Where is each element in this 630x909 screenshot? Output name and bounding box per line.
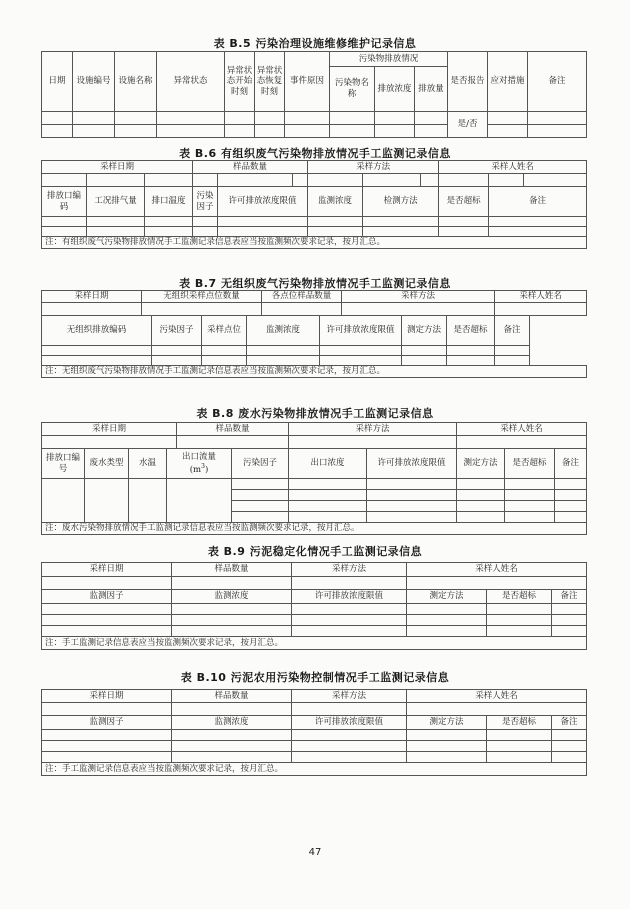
b10-sampler-name: 采样人姓名 (407, 690, 587, 703)
b6-test-method: 检测方法 (363, 187, 439, 217)
b9-sample-count: 样品数量 (172, 563, 292, 577)
b6-outlet-code: 排放口编码 (42, 187, 87, 217)
b8-outlet-flow: 出口流量 $(m^3)$ (167, 449, 232, 479)
page-number: 47 (308, 847, 322, 858)
b9-sampler-name: 采样人姓名 (407, 563, 587, 577)
table-b10-caption: 表 B.10 污泥农用污染物控制情况手工监测记录信息 (180, 671, 450, 684)
b8-wastewater-type: 废水类型 (85, 449, 129, 479)
b6-measured-conc: 监测浓度 (308, 187, 363, 217)
table-b5 (41, 51, 587, 138)
b9-sampling-date: 采样日期 (42, 563, 172, 577)
b7-note: 注：无组织废气污染物排放情况手工监测记录信息表应当按监测频次要求记录，按月汇总。 (42, 366, 587, 378)
b6-sample-count: 样品数量 (193, 161, 308, 174)
b7-test-method: 测定方法 (402, 316, 447, 346)
b8-exceed: 是否超标 (505, 449, 555, 479)
b10-monitor-conc: 监测浓度 (172, 716, 292, 730)
b7-sampler-name: 采样人姓名 (495, 291, 587, 303)
b9-test-method: 测定方法 (407, 590, 487, 604)
b10-sample-count: 样品数量 (172, 690, 292, 703)
col-date: 日期 (42, 52, 73, 112)
b7-sampling-date: 采样日期 (42, 291, 142, 303)
b9-monitor-conc: 监测浓度 (172, 590, 292, 604)
col-facility-id: 设施编号 (73, 52, 115, 112)
b10-monitor-factor: 监测因子 (42, 716, 172, 730)
b7-point-count: 无组织采样点位数量 (142, 291, 262, 303)
table-b6-caption: 表 B.6 有组织废气污染物排放情况手工监测记录信息 (179, 147, 451, 160)
table-b9-caption: 表 B.9 污泥稳定化情况手工监测记录信息 (207, 545, 423, 558)
table-b8-caption: 表 B.8 废水污染物排放情况手工监测记录信息 (196, 407, 434, 420)
table-b7 (41, 290, 587, 378)
b10-permit-limit: 许可排放浓度限值 (292, 716, 407, 730)
col-measures: 应对措施 (488, 52, 528, 112)
table-b6 (41, 160, 587, 249)
b9-remarks: 备注 (552, 590, 587, 604)
b8-sampling-date: 采样日期 (42, 423, 177, 436)
col-event-cause: 事件原因 (285, 52, 330, 112)
b6-sampling-method: 采样方法 (308, 161, 439, 174)
b6-note: 注：有组织废气污染物排放情况手工监测记录信息表应当按监测频次要求记录，按月汇总。 (42, 237, 587, 249)
b6-exhaust-volume: 工况排气量 (87, 187, 145, 217)
table-b7-caption: 表 B.7 无组织废气污染物排放情况手工监测记录信息 (179, 277, 451, 290)
b10-sampling-method: 采样方法 (292, 690, 407, 703)
b7-pollution-factor: 污染因子 (152, 316, 202, 346)
b7-sampling-method: 采样方法 (342, 291, 495, 303)
col-emission-conc: 排放浓度 (375, 67, 415, 112)
col-pollutant-name: 污染物名称 (330, 67, 375, 112)
yes-no-cell: 是/否 (448, 112, 488, 138)
table-b9 (41, 562, 587, 650)
b8-outlet-id: 排放口编号 (42, 449, 85, 479)
col-reported: 是否报告 (448, 52, 488, 112)
table-b10 (41, 689, 587, 776)
b6-sampling-date: 采样日期 (42, 161, 193, 174)
b7-sampling-point: 采样点位 (202, 316, 247, 346)
b8-sample-count: 样品数量 (177, 423, 289, 436)
b6-permit-limit: 许可排放浓度限值 (218, 187, 308, 217)
b9-note: 注：手工监测记录信息表应当按监测频次要求记录，按月汇总。 (42, 637, 587, 650)
b8-test-method: 测定方法 (457, 449, 505, 479)
col-remarks: 备注 (528, 52, 587, 112)
b8-outlet-conc: 出口浓度 (289, 449, 367, 479)
b7-remarks: 备注 (495, 316, 530, 346)
table-b8 (41, 422, 587, 535)
col-facility-name: 设施名称 (115, 52, 157, 112)
col-abnormal-start: 异常状态开始时刻 (225, 52, 255, 112)
table-b5-caption: 表 B.5 污染治理设施维修维护记录信息 (213, 37, 417, 50)
col-abnormal-recover: 异常状态恢复时刻 (255, 52, 285, 112)
col-emission-group: 污染物排放情况 (330, 52, 448, 67)
b10-exceed: 是否超标 (487, 716, 552, 730)
b8-permit-limit: 许可排放浓度限值 (367, 449, 457, 479)
b7-permit-limit: 许可排放浓度限值 (320, 316, 402, 346)
b8-sampler-name: 采样人姓名 (457, 423, 587, 436)
b9-exceed: 是否超标 (487, 590, 552, 604)
b7-sample-count: 各点位样品数量 (262, 291, 342, 303)
b8-remarks: 备注 (555, 449, 587, 479)
b9-permit-limit: 许可排放浓度限值 (292, 590, 407, 604)
b6-exceed: 是否超标 (439, 187, 489, 217)
b10-test-method: 测定方法 (407, 716, 487, 730)
b6-pollution-factor: 污染因子 (193, 187, 218, 217)
b9-sampling-method: 采样方法 (292, 563, 407, 577)
b10-sampling-date: 采样日期 (42, 690, 172, 703)
b8-sampling-method: 采样方法 (289, 423, 457, 436)
b8-note: 注：废水污染物排放情况手工监测记录信息表应当按监测频次要求记录，按月汇总。 (42, 523, 587, 535)
b10-note: 注：手工监测记录信息表应当按监测频次要求记录，按月汇总。 (42, 763, 587, 776)
b7-measured-conc: 监测浓度 (247, 316, 320, 346)
b8-water-temp: 水温 (129, 449, 167, 479)
b8-pollution-factor: 污染因子 (232, 449, 289, 479)
b6-remarks: 备注 (489, 187, 587, 217)
col-abnormal-state: 异常状态 (157, 52, 225, 112)
b7-exceed: 是否超标 (447, 316, 495, 346)
b9-monitor-factor: 监测因子 (42, 590, 172, 604)
col-emission-amount: 排放量 (415, 67, 448, 112)
b7-emission-code: 无组织排放编码 (42, 316, 152, 346)
b6-sampler-name: 采样人姓名 (439, 161, 587, 174)
b6-outlet-temp: 排口温度 (145, 187, 193, 217)
b10-remarks: 备注 (552, 716, 587, 730)
